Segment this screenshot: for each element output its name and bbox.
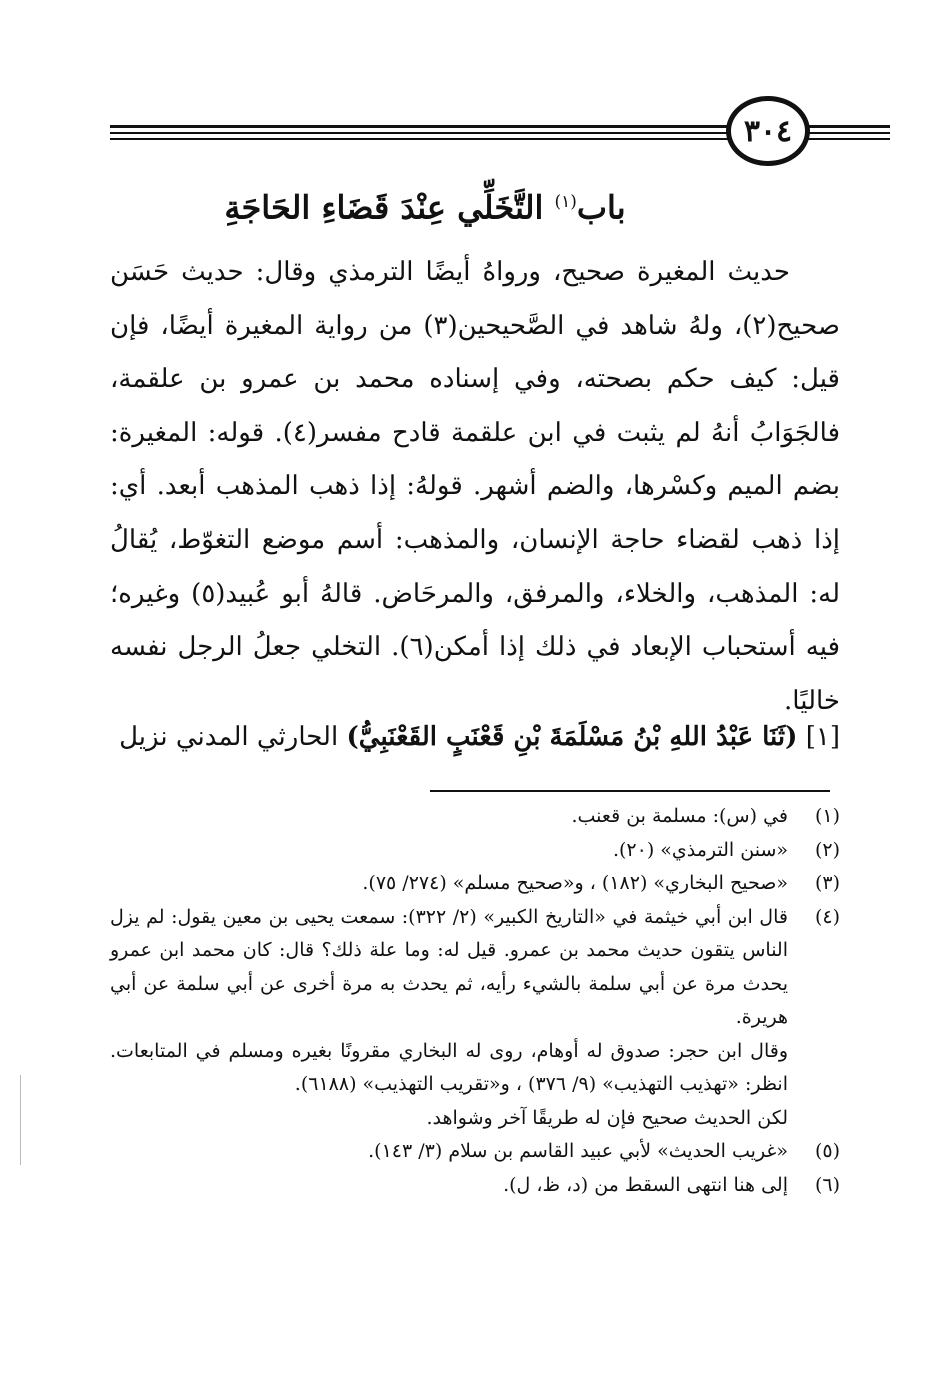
narration-line <box>110 712 840 762</box>
footnote-2 <box>110 834 840 868</box>
footnote-number: (٤) <box>814 905 840 928</box>
footnote-number: (٢) <box>814 838 840 861</box>
footnote-number: (٣) <box>814 872 840 894</box>
narration-rest: الحارثي المدني نزيل <box>119 722 339 752</box>
footnote-4 <box>110 901 840 1136</box>
body-paragraph: حديث المغيرة صحيح، ورواهُ أيضًا الترمذي وقال: حديث حَسَن صحيح(٢)، ولهُ شاهد في الصَّحيحين(٣) من رواية المغيرة أيضًا، فإن قيل: كيف حكم بصحته، وفي إسناده محمد بن عمرو بن علقمة، فالجَوَابُ أنهُ لم يثبت في ابن علقمة قادح مفسر(٤). قوله: المغيرة: بضم الميم وكسْرها، والضم أشهر. قولهُ: إذا ذهب المذهب أبعد. أي: إذا ذهب لقضاء حاجة الإنسان، والمذهب: أسم موضع التغوّط، يُقالُ له: المذهب، والخلاء، والمرفق، والمرحَاض. قالهُ أبو عُبيد(٥) وغيره؛ فيه أستحباب الإبعاد في ذلك إذا أمكن(٦). التخلي جعلُ الرجل نفسه خاليًا. <box>110 257 840 716</box>
footnote-text: إلى هنا انتهى السقط من (د، ظ، ل). <box>503 1173 788 1196</box>
page-number: ٣٠٤ <box>743 113 793 149</box>
footnote-text: «صحيح البخاري» (١٨٢) ، و«صحيح مسلم» (٢٧٤/ ٧٥). <box>362 872 788 894</box>
footnote-4-para-1: قال ابن أبي خيثمة في «التاريخ الكبير» (٢/ ٣٢٢): سمعت يحيى بن معين يقول: لم يزل الناس يتقون حديث محمد بن عمرو. قيل له: وما علة ذلك؟ قال: كان محمد ابن عمرو يحدث مرة عن أبي سلمة بالشيء رأيه، ثم يحدث به مرة أخرى عن أبي سلمة عن أبي هريرة. <box>110 905 788 1028</box>
footnote-1 <box>110 800 840 834</box>
scan-edge-line <box>20 1075 21 1165</box>
footnote-separator <box>430 790 830 792</box>
chapter-title <box>150 176 700 234</box>
page-number-badge <box>726 96 810 166</box>
footnote-text: «سنن الترمذي» (٢٠). <box>612 838 788 861</box>
footnote-4-para-3: لكن الحديث صحيح فإن له طريقًا آخر وشواهد. <box>426 1106 788 1129</box>
narration-chain: (ثَنَا عَبْدُ اللهِ بْنُ مَسْلَمَةَ بْنِ قَعْنَبٍ القَعْنَبِيُّ) <box>346 722 798 752</box>
chapter-note-marker: (١) <box>554 192 577 212</box>
footnote-6 <box>110 1169 840 1203</box>
body-text <box>110 246 840 728</box>
footnote-number: (٥) <box>814 1140 840 1162</box>
footnote-3 <box>110 867 840 901</box>
footnote-4-para-2: وقال ابن حجر: صدوق له أوهام، روى له البخاري مقرونًا بغيره ومسلم في المتابعات. انظر: «تهذيب التهذيب» (٩/ ٣٧٦) ، و«تقريب التهذيب» (٦١٨٨). <box>110 1039 788 1095</box>
footnote-text: «غريب الحديث» لأبي عبيد القاسم بن سلام (٣/ ١٤٣). <box>368 1140 788 1162</box>
chapter-title-text: التَّخَلِّي عِنْدَ قَضَاءِ الحَاجَةِ <box>224 188 544 227</box>
footnote-text <box>110 901 788 1136</box>
footnote-number: (١) <box>814 805 840 827</box>
footnotes <box>110 800 840 1202</box>
footnote-number: (٦) <box>814 1173 840 1196</box>
narration-number: [١] <box>805 722 840 752</box>
chapter-prefix: باب <box>576 188 626 227</box>
footnote-5 <box>110 1135 840 1169</box>
footnote-text: في (س): مسلمة بن قعنب. <box>571 805 788 827</box>
